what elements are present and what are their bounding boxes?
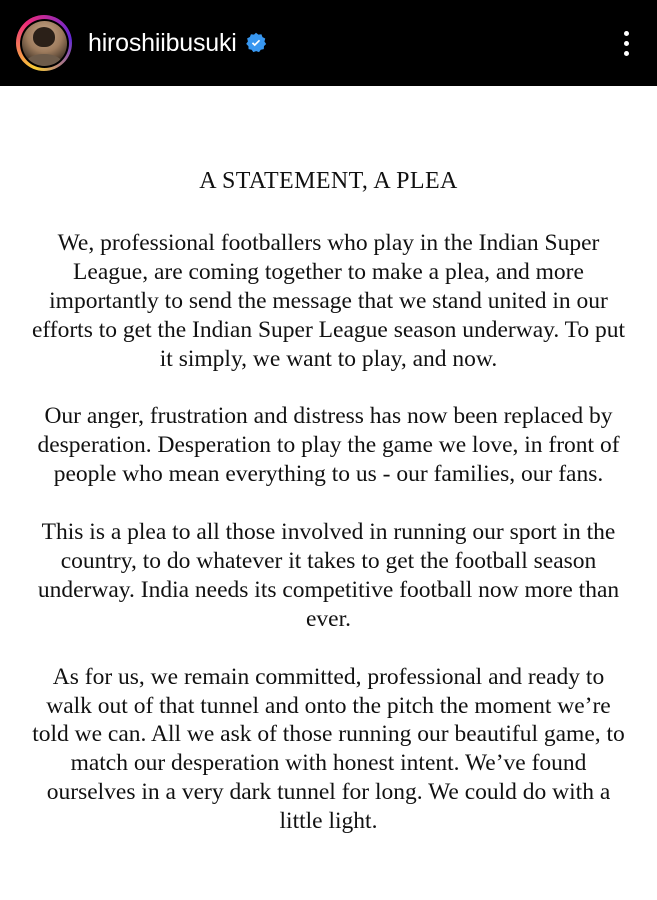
statement-paragraph: As for us, we remain committed, professional and ready to walk out of that tunnel and onto the pitch the moment we’re told we can. All we ask of those running our beautiful game, to match our desperation with honest intent. We’ve found ourselves in a very dark tunnel for long. We could do with a little light. — [32, 663, 625, 835]
dot — [624, 51, 629, 56]
avatar-photo — [22, 21, 67, 66]
avatar[interactable] — [16, 15, 72, 71]
dot — [624, 31, 629, 36]
username-label: hiroshiibusuki — [88, 28, 237, 57]
verified-badge-icon — [245, 32, 267, 54]
statement-title: A STATEMENT, A PLEA — [199, 168, 458, 194]
avatar-inner — [20, 19, 69, 68]
statement-paragraph: Our anger, frustration and distress has now been replaced by desperation. Desperation to play the game we love, in front of people who mean everything to us - our families, our fans. — [37, 403, 620, 488]
statement-paragraph: This is a plea to all those involved in running our sport in the country, to do whatever it takes to get the football season underway. India needs its competitive football now more than ever. — [37, 519, 620, 632]
dot — [624, 41, 629, 46]
story-header — [0, 0, 657, 86]
statement-paragraph: We, professional footballers who play in the Indian Super League, are coming together to make a plea, and more importantly to send the message that we stand united in our efforts to get the Indian Super League season underway. To put it simply, we want to play, and now. — [31, 230, 626, 372]
statement-content — [0, 86, 657, 900]
more-options-icon[interactable] — [613, 23, 639, 63]
username-group[interactable] — [88, 29, 613, 58]
